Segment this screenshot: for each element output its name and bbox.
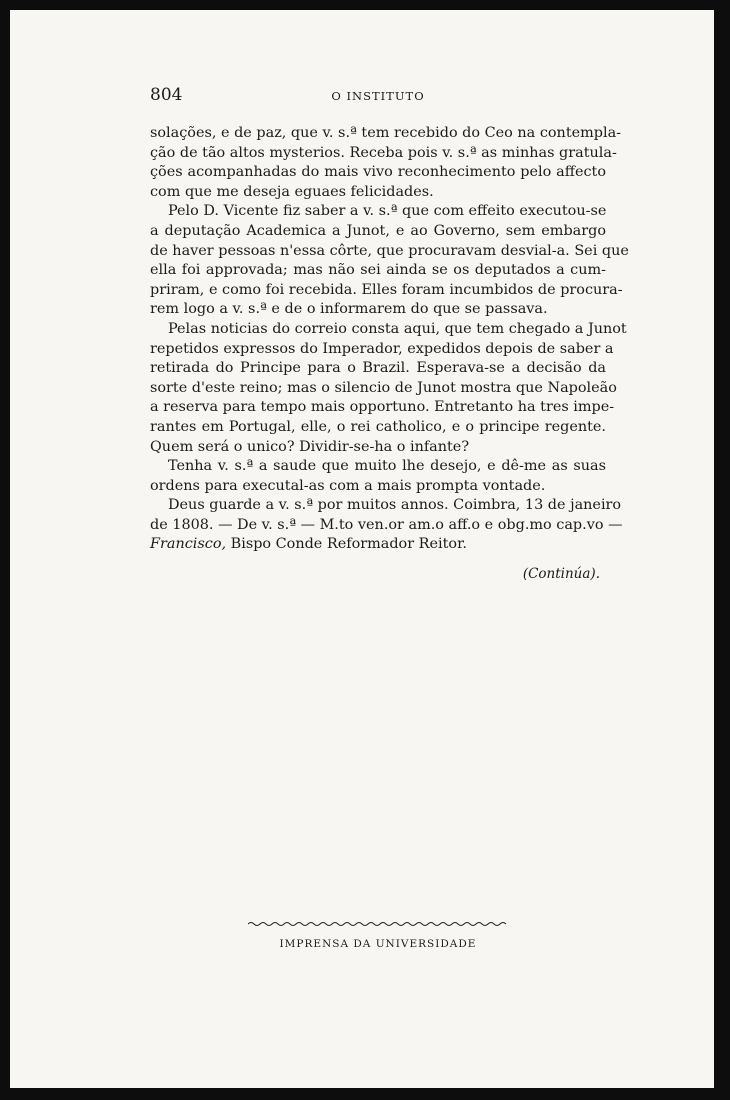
text-line: ção de tão altos mysterios. Receba pois v. s.ª as minhas gratula- [150, 144, 617, 161]
page-number: 804 [150, 85, 183, 105]
text-line: rem logo a v. s.ª e de o informarem do que se passava. [150, 301, 548, 318]
text-line: Tenha v. s.ª a saude que muito lhe desejo, e dê-me as suas [168, 458, 606, 475]
wavy-rule [248, 920, 508, 928]
running-head [150, 85, 606, 111]
text-line: retirada do Principe para o Brazil. Esperava-se a decisão da [150, 360, 606, 377]
signatory-title: Bispo Conde Reformador Reitor. [226, 536, 467, 553]
paragraph [150, 124, 622, 202]
signatory-name: Francisco, [150, 536, 227, 553]
text-line: Quem será o unico? Dividir-se-ha o infante? [150, 438, 470, 455]
paragraph [150, 457, 606, 496]
text-line: priram, e como foi recebida. Elles foram incumbidos de procura- [150, 281, 623, 298]
text-line: ella foi approvada; mas não sei ainda se os deputados a cum- [150, 262, 606, 279]
paragraph [150, 320, 627, 457]
paragraph [150, 202, 629, 320]
text-line: a deputação Academica a Junot, e ao Governo, sem embargo [150, 222, 606, 239]
text-line: sorte d'este reino; mas o silencio de Junot mostra que Napoleão [150, 379, 617, 396]
text-line: ções acompanhadas do mais vivo reconhecimento pelo affecto [150, 164, 606, 181]
paragraph [150, 496, 623, 555]
text-line: Pelas noticias do correio consta aqui, que tem chegado a Junot [168, 320, 627, 337]
text-line: Deus guarde a v. s.ª por muitos annos. Coimbra, 13 de janeiro [168, 497, 622, 514]
text-line: ordens para executal-as com a mais prompta vontade. [150, 477, 546, 494]
text-line: repetidos expressos do Imperador, expedidos depois de saber a [150, 340, 614, 357]
letter-body [150, 124, 629, 585]
text-line: a reserva para tempo mais opportuno. Entretanto ha tres impe- [150, 399, 615, 416]
text-line: Pelo D. Vicente fiz saber a v. s.ª que com effeito executou-se [168, 203, 607, 220]
text-line: de haver pessoas n'essa côrte, que procuravam desvial-a. Sei que [150, 242, 629, 259]
text-line: solações, e de paz, que v. s.ª tem recebido do Ceo na contempla- [150, 125, 622, 141]
text-line: de 1808. — De v. s.ª — M.to ven.or am.o aff.o e obg.mo cap.vo — [150, 516, 623, 533]
signature-line [150, 535, 606, 555]
text-line: rantes em Portugal, elle, o rei catholico, e o principe regente. [150, 418, 606, 435]
book-page [10, 10, 714, 1088]
continued-note: (Continúa). [522, 566, 600, 583]
journal-title: O INSTITUTO [331, 89, 425, 103]
imprint-footer [150, 920, 606, 951]
imprint-text: IMPRENSA DA UNIVERSIDADE [279, 938, 477, 950]
text-line: com que me deseja eguaes felicidades. [150, 183, 434, 200]
